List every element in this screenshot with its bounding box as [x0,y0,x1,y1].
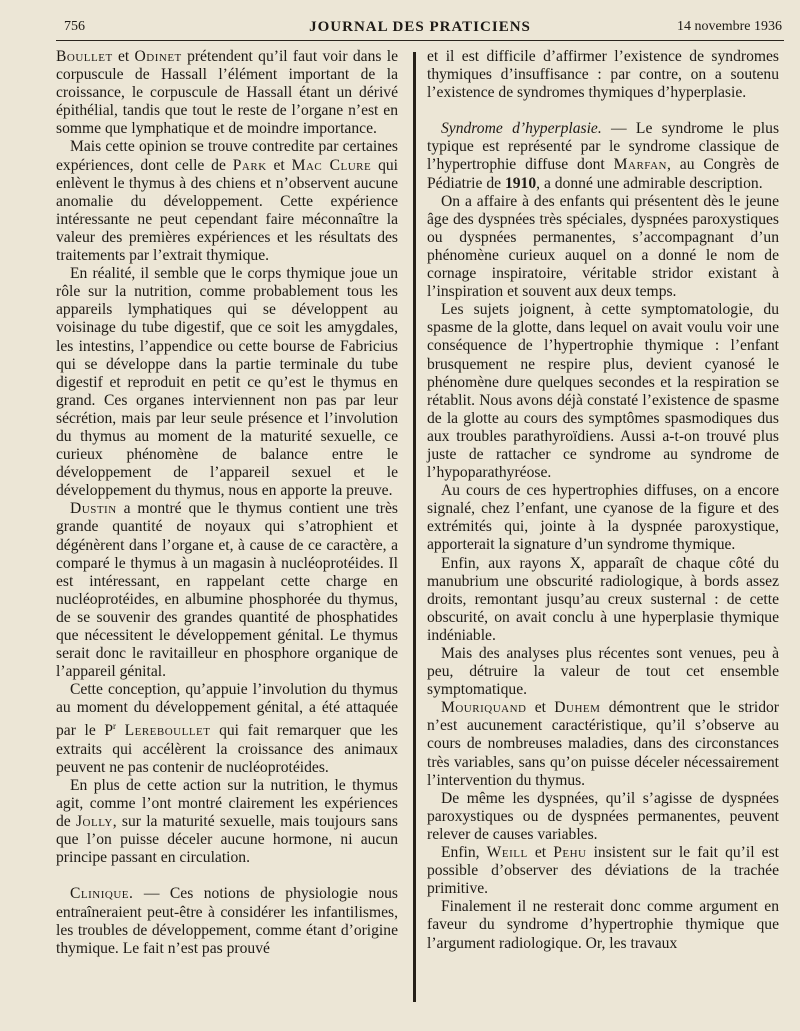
section-heading-hyperplasie: Syndrome d’hyperplasie. [441,120,602,138]
column-divider [413,52,416,1002]
paragraph-dyspnees-causes: De même les dyspnées, qu’il s’agisse de dyspnées paroxystiques ou de dyspnées permanentes, peuvent relever de causes variables. [427,789,779,843]
issue-date: 14 novembre 1936 [677,19,782,34]
journal-title: JOURNAL DES PRATICIENS [309,19,531,35]
paragraph-park-experiment: Mais cette opinion se trouve contredite par certaines expériences, dont celle de Park et Mac Clure qui enlèvent le thymus à des chiens et n’observent aucune anomalie du développement. Cette expérience intéressante ne peut cependant faire méconnaître la valeur des premières expériences et les résultats des traitements par l’extrait thymique. [56,138,399,265]
paragraph-hassall: Boullet et Odinet prétendent qu’il faut voir dans le corpuscule de Hassall l’élément important de la croissance, le corpuscule de Hassall étant un dérivé épithélial, tandis que tout le reste de l’organe n’est en somme que lymphatique et de moindre importance. [56,48,398,138]
paragraph-mouriquand: Mouriquand et Duhem démontrent que le stridor n’est aucunement caractéristique, qu’il s’observe au cours de nombreuses maladies, dans des circonstances très variables, sans qu’on puisse déceler nécessairement l’intervention du thymus. [427,699,779,789]
paragraph-dustin: Dustin a montré que le thymus contient une très grande quantité de noyaux qui s’atrophient et dégénèrent dans l’organe et, à cause de ce caractère, a comparé le thymus à un magasin à nucléoprotéides. Il est intéressant, en rappelant cette charge en nucléoprotéides, en albumine phosphorée du thymus, de se souvenir des grandes quantité de phosphatides que nécessitent le développement génital. Le thymus serait donc le ravitailleur en phosphore organique de l’appareil génital. [56,500,398,681]
paragraph-nutrition-role: En réalité, il semble que le corps thymique joue un rôle sur la nutrition, comme probablement tous les appareils lymphatiques qui se développent au voisinage du tube digestif, que ce soit les amygdales, les intestins, l’appendice ou cette bourse de Fabricius qui se développe dans la partie terminale du tube digestif et reproduit en petit ce qu’est le thymus en grand. Ces organes interviennent non pas par leur sécrétion, mais par leur seule présence et l’involution du thymus au moment de la maturité sexuelle, ce curieux phénomène de balance entre le développement de l’appareil sexuel et le développement du thymus, nous en apporte la preuve. [56,265,398,500]
paragraph-spasme-glotte: Les sujets joignent, à cette symptomatologie, du spasme de la glotte, dans lequel on avait voulu voir une conséquence de l’hypertrophie thymique : l’enfant brusquement ne respire plus, devient cyanosé le phénomène dure quelques secondes et la respiration se rétablit. Nous avons déjà constaté l’existence de spasme de la glotte au cours des symptômes spasmodiques dus aux troubles parathyroïdiens. Aussi a-t-on trouvé plus juste de rattacher ce syndrome au syndrome de l’hypoparathyréose. [427,301,779,482]
paragraph-jolly: En plus de cette action sur la nutrition, le thymus agit, comme l’ont montré clairement les expériences de Jolly, sur la maturité sexuelle, mais toujours sans que l’on puisse déceler aucune hormone, ni aucun principe passant en circulation. [56,776,398,867]
paragraph-dyspnees: On a affaire à des enfants qui présentent dès le jeune âge des dyspnées très spéciales, dyspnées paroxystiques ou dyspnées permanentes, s’accompagnant d’un phénomène curieux auquel on a donné le nom de cornage inspiratoire, véritable stridor existant à l’inspiration et souvent aux deux temps. [427,192,779,301]
paragraph-argument-radiologique: Finalement il ne resterait donc comme argument en faveur du syndrome d’hypertrophie thymique que l’argument radiologique. Or, les travaux [427,898,779,952]
paragraph-weill-pehu: Enfin, Weill et Pehu insistent sur le fait qu’il est possible d’observer des déviations de la trachée primitive. [427,844,779,898]
page-number: 756 [64,19,85,34]
section-heading-clinique: Clinique. [70,885,134,903]
paragraph-clinique: Clinique. — Ces notions de physiologie nous entraîneraient peut-être à considérer les infantilismes, les troubles de développement, comme étant d’origine thymique. Le fait n’est pas prouvé [56,885,398,957]
paragraph-syndrome-hyperplasie: Syndrome d’hyperplasie. — Le syndrome le plus typique est représenté par le syndrome classique de l’hypertrophie diffuse dont Marfan, au Congrès de Pédiatrie de 1910, a donné une admirable description. [427,120,780,192]
right-column [427,48,779,953]
paragraph-analyses: Mais des analyses plus récentes sont venues, peu à peu, détruire la valeur de tout cet ensemble symptomatique. [427,645,779,699]
paragraph-rayons-x: Enfin, aux rayons X, apparaît de chaque côté du manubrium une obscurité radiologique, à bords assez droits, remontant jusqu’au creux susternal : de cette obscurité, on avait conclu à une hyperplasie thymique indéniable. [427,554,779,644]
left-column [56,48,398,958]
paragraph-cyanose: Au cours de ces hypertrophies diffuses, on a encore signalé, chez l’enfant, une cyanose de la figure et des extrémités qui, jointe à la dyspnée paroxystique, apporterait la signature d’un syndrome thymique. [427,482,779,554]
paragraph-lereboullet: Cette conception, qu’appuie l’involution du thymus au moment du développement génital, a été attaquée par le $P^r$ Lereboullet qui fait remarquer que les extraits qui accélèrent la croissance des animaux peuvent ne pas contenir de nucléoprotéides. [56,681,398,776]
page-header [56,14,784,41]
paragraph-insuffisance: et il est difficile d’affirmer l’existence de syndromes thymiques d’insuffisance : par contre, on a soutenu l’existence de syndromes thymiques d’hyperplasie. [427,48,779,102]
